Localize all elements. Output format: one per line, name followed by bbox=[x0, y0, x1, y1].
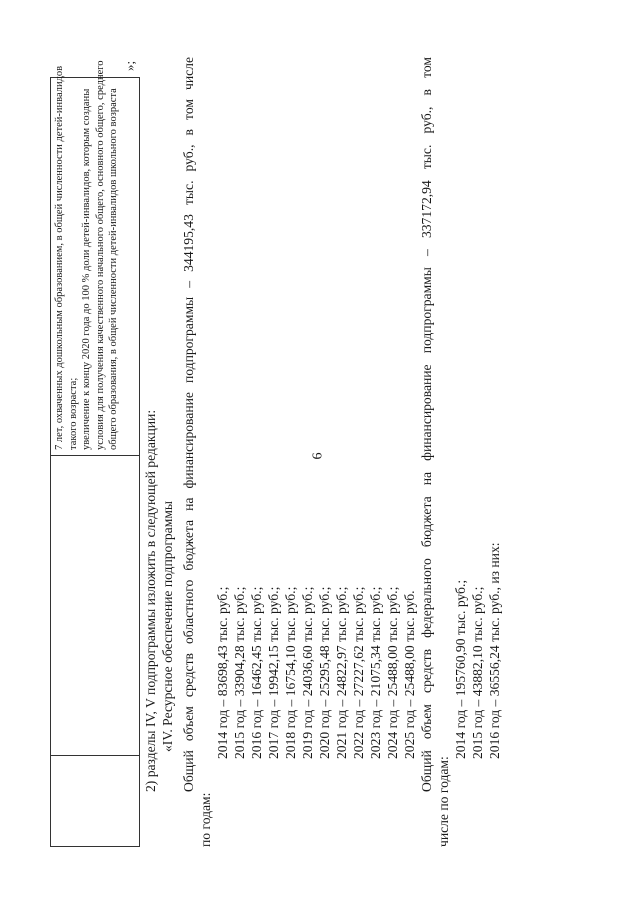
regional-year-item: 2014 год – 83698,43 тыс. руб.; bbox=[215, 586, 230, 759]
federal-total-para: Общий объем средств федерального бюджета на финансирование подпрограммы – 337172,94 тыс. руб., в том bbox=[419, 57, 434, 792]
federal-year-item: 2016 год – 36556,24 тыс. руб., из них: bbox=[487, 542, 502, 759]
federal-year-item: 2015 год – 43882,10 тыс. руб.; bbox=[470, 586, 485, 759]
regional-year-item: 2022 год – 27227,62 тыс. руб.; bbox=[351, 586, 366, 759]
federal-total-para-cont: числе по годам: bbox=[436, 756, 451, 847]
regional-year-item: 2017 год – 19942,15 тыс. руб.; bbox=[266, 586, 281, 759]
federal-year-item: 2014 год – 195760,90 тыс. руб.; bbox=[453, 579, 468, 759]
regional-year-item: 2023 год – 21075,34 тыс. руб.; bbox=[368, 586, 383, 759]
regional-year-item: 2020 год – 25295,48 тыс. руб.; bbox=[317, 586, 332, 759]
table-cell-empty-2 bbox=[51, 455, 139, 756]
regional-year-item: 2016 год – 16462,45 тыс. руб.; bbox=[249, 586, 264, 759]
table-line: общего образования, в общей численности детей-инвалидов школьного возраста bbox=[108, 88, 120, 450]
regional-total-para: Общий объем средств областного бюджета на финансирование подпрограммы – 344195,43 тыс. руб., в том числе bbox=[181, 57, 196, 792]
regional-total-para-cont: по годам: bbox=[198, 792, 213, 847]
table-line: увеличение к концу 2020 года до 100 % доли детей-инвалидов, которым созданы bbox=[81, 88, 93, 450]
table-line: 7 лет, охваченных дошкольным образованием, в общей численности детей-инвалидов bbox=[54, 65, 65, 450]
section-title: «IV. Ресурсное обеспечение подпрограммы bbox=[160, 500, 175, 752]
body-text bbox=[142, 57, 503, 847]
intro-line: 2) разделы IV, V подпрограммы изложить в следующей редакции: bbox=[143, 409, 158, 792]
regional-year-item: 2019 год – 24036,60 тыс. руб.; bbox=[300, 586, 315, 759]
regional-year-item: 2018 год – 16754,10 тыс. руб.; bbox=[283, 586, 298, 759]
table-line: условия для получения качественного начального общего, основного общего, среднего bbox=[94, 60, 106, 450]
table-cell-empty-1 bbox=[51, 755, 139, 846]
regional-year-item: 2015 год – 33904,28 тыс. руб.; bbox=[232, 586, 247, 759]
indicator-table bbox=[50, 60, 140, 847]
page-number: 6 bbox=[310, 452, 326, 460]
regional-year-item: 2024 год – 25488,00 тыс. руб.; bbox=[385, 586, 400, 759]
regional-year-item: 2025 год – 25488,00 тыс. руб. bbox=[402, 590, 417, 759]
table-line: такого возраста; bbox=[67, 377, 79, 450]
regional-year-item: 2021 год – 24822,97 тыс. руб.; bbox=[334, 586, 349, 759]
rotated-content bbox=[50, 57, 590, 847]
table-cell-text bbox=[53, 60, 139, 455]
table-closing-quote: »; bbox=[122, 60, 137, 71]
